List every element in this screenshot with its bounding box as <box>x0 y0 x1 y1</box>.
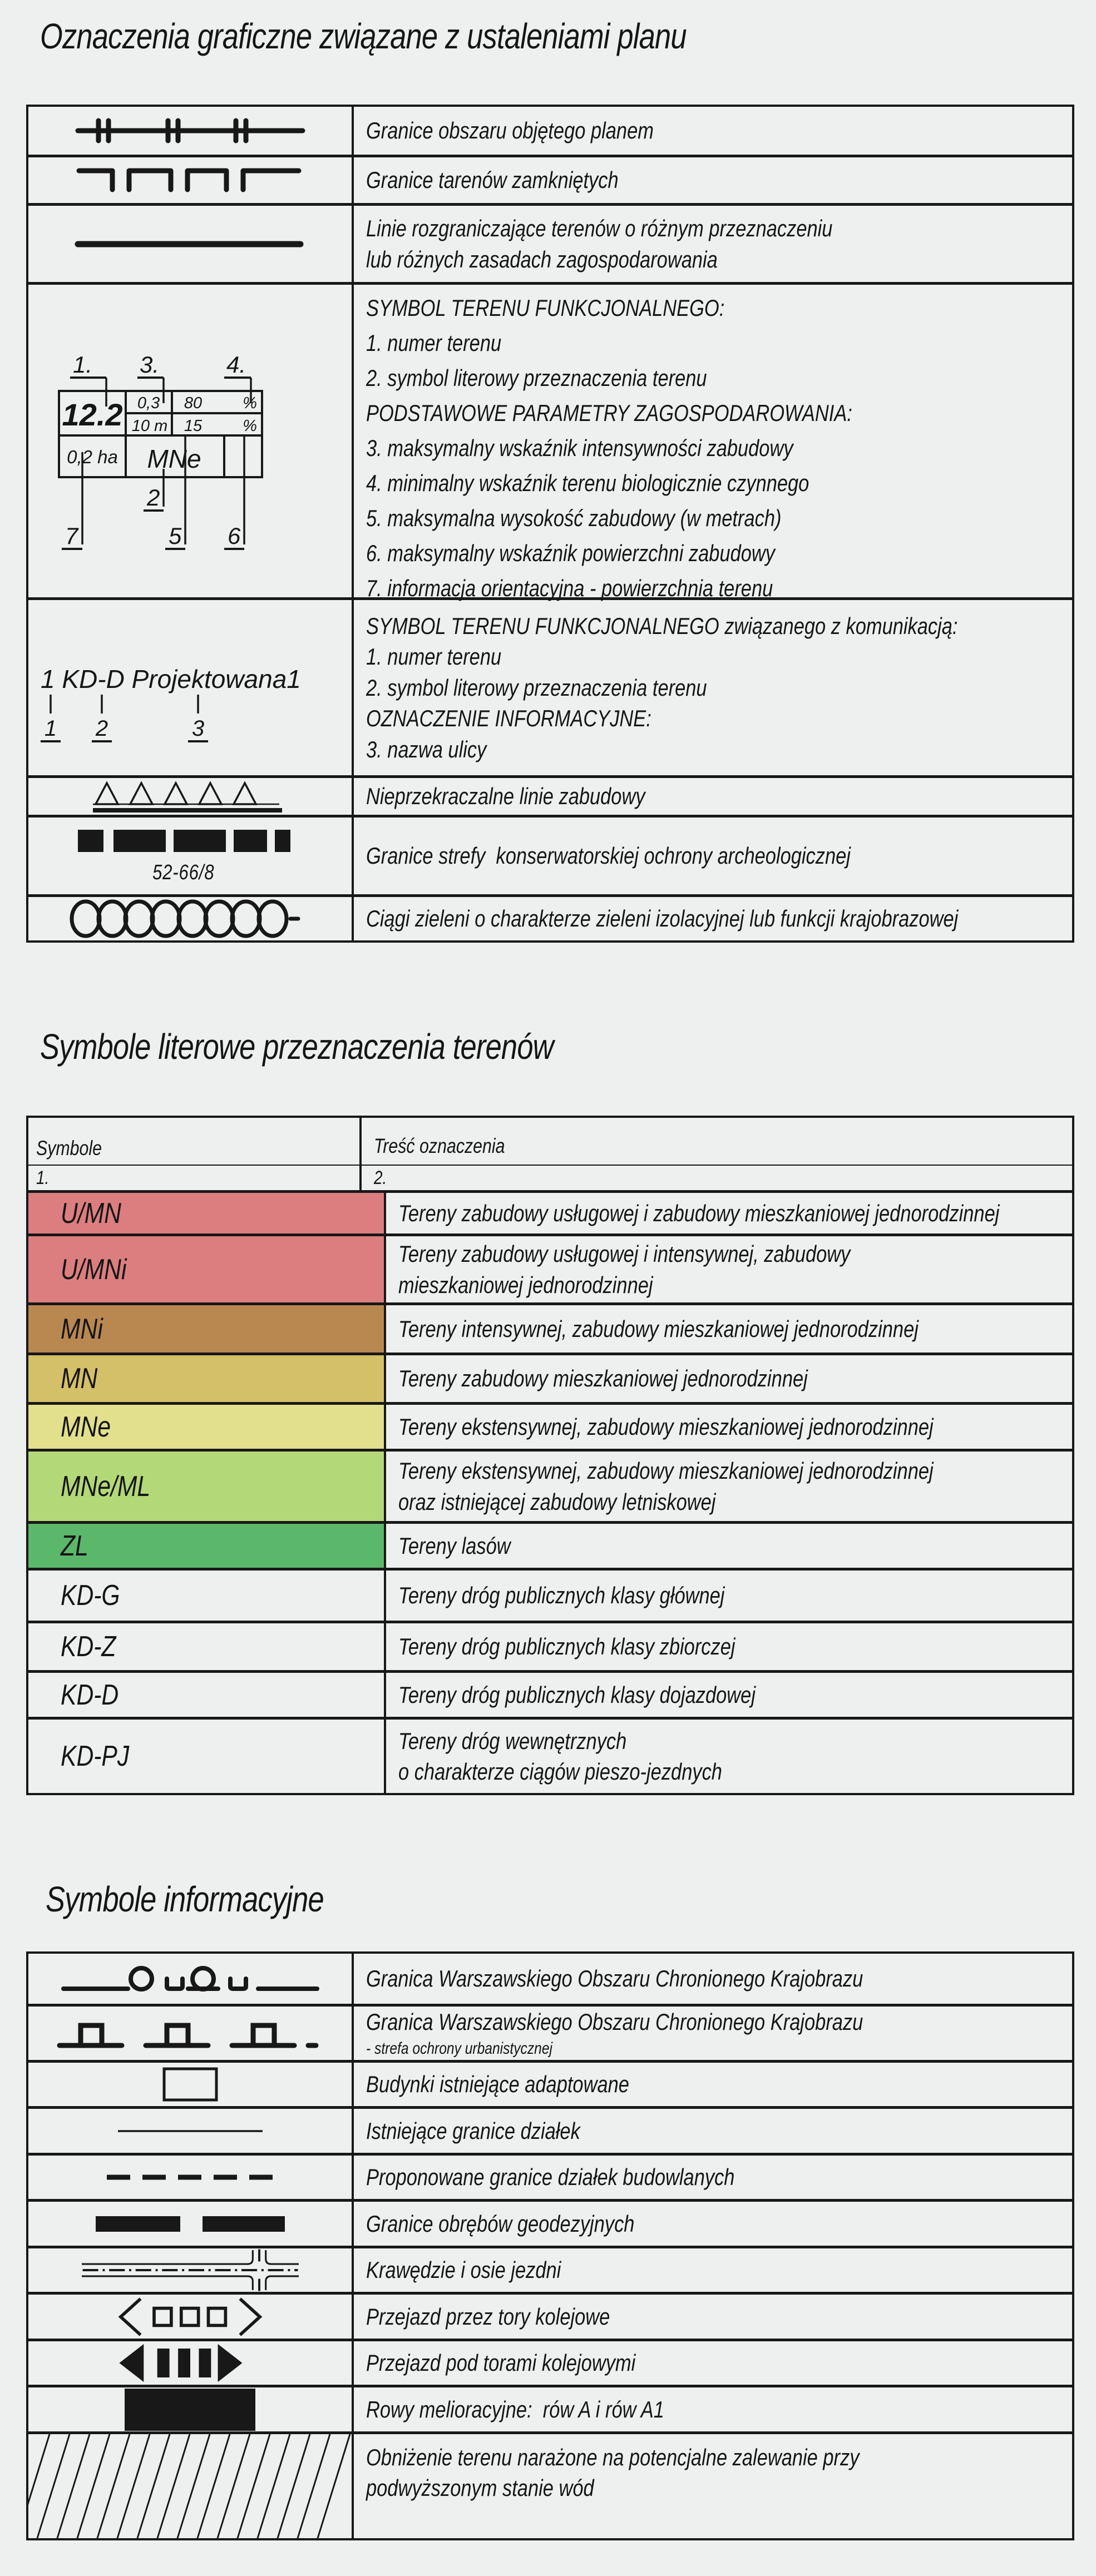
coverage-unit: % <box>243 417 257 435</box>
description-cell: Tereny dróg publicznych klasy głównej <box>398 1582 725 1609</box>
symbol-cell <box>28 2341 354 2385</box>
description-cell: Budynki istniejące adaptowane <box>366 2071 629 2098</box>
description-cell: Istniejące granice działek <box>366 2117 580 2144</box>
land-use-code-cell <box>28 1571 386 1621</box>
coverage-value: 15 <box>184 417 203 435</box>
column-number-1: 1. <box>28 1166 362 1190</box>
description-line: 4. minimalny wskaźnik terenu biologicznie czynnego <box>366 470 809 496</box>
legend-row <box>28 2060 1072 2106</box>
column-number-2: 2. <box>374 1167 387 1188</box>
legend-row <box>28 155 1072 203</box>
symbol-cell <box>28 2202 354 2246</box>
description-cell: Tereny dróg publicznych klasy dojazdowej <box>398 1681 756 1708</box>
road-callout-2: 2 <box>95 716 108 741</box>
description-line: 3. maksymalny wskaźnik intensywności zabudowy <box>366 435 793 461</box>
land-use-swatch <box>28 1355 386 1402</box>
legend-row <box>28 2339 1072 2385</box>
column-header-meaning: Treść oznaczenia <box>374 1135 505 1158</box>
callout-3: 3. <box>140 351 160 378</box>
description-cell: Tereny dróg publicznych klasy zbiorczej <box>398 1633 735 1660</box>
road-sample-text: 1 KD-D Projektowana1 <box>41 664 301 693</box>
land-use-code: U/MN <box>61 1197 121 1230</box>
land-use-code: ZL <box>61 1529 88 1562</box>
plan-area-boundary-icon <box>73 114 307 147</box>
callout-4: 4. <box>226 351 246 378</box>
description-cell: Tereny intensywnej, zabudowy mieszkaniowej jednorodzinnej <box>398 1315 919 1342</box>
symbol-cell <box>28 157 354 203</box>
description-text: Granice strefy konserwatorskiej ochrony archeologicznej <box>366 843 851 869</box>
drainage-ditches-icon <box>125 2389 255 2431</box>
description-cell: Przejazd przez tory kolejowe <box>366 2303 610 2330</box>
table-subheader-row <box>28 1165 1072 1190</box>
symbol-cell <box>28 2109 354 2153</box>
bio-value: 80 <box>184 394 203 412</box>
area-value: 0,2 ha <box>67 447 118 467</box>
description-cell: Tereny zabudowy mieszkaniowej jednorodzinnej <box>398 1365 808 1392</box>
symbol-cell <box>28 778 354 815</box>
description-line: SYMBOL TERENU FUNKCJONALNEGO: <box>366 295 725 321</box>
land-use-row <box>28 1717 1072 1793</box>
legend-row <box>28 1954 1072 2004</box>
description-cell: Tereny ekstensywnej, zabudowy mieszkaniowej jednorodzinnej oraz istniejącej zabudowy letniskowej <box>398 1458 934 1515</box>
section-title-info-symbols <box>46 1879 385 1920</box>
land-use-row <box>28 1621 1072 1670</box>
bio-unit: % <box>243 394 257 412</box>
land-use-swatch <box>28 1236 386 1302</box>
description-cell: Rowy melioracyjne: rów A i rów A1 <box>366 2396 664 2423</box>
description-line: 2. symbol literowy przeznaczenia terenu <box>366 365 707 391</box>
description-line: OZNACZENIE INFORMACYJNE: <box>366 705 651 732</box>
land-use-code: KD-D <box>61 1678 119 1711</box>
description-line: 3. nazwa ulicy <box>366 736 487 762</box>
legend-row <box>28 2292 1072 2339</box>
legend-row <box>28 894 1072 940</box>
road-callout-1: 1 <box>44 716 57 741</box>
land-use-row <box>28 1233 1072 1302</box>
land-use-code: KD-PJ <box>61 1740 130 1772</box>
symbol-cell <box>28 2007 354 2060</box>
legend-row <box>28 2153 1072 2199</box>
closed-areas-boundary-icon <box>73 163 307 197</box>
flood-prone-depression-icon <box>28 2434 352 2538</box>
table-header-row <box>28 1118 1072 1165</box>
land-use-code: U/MNi <box>61 1253 127 1286</box>
symbol-cell <box>28 2156 354 2199</box>
legend-row <box>28 107 1072 155</box>
letter-symbols-table <box>26 1116 1074 1795</box>
description-line: 6. maksymalny wskaźnik powierzchni zabudowy <box>366 540 776 566</box>
land-use-row <box>28 1353 1072 1402</box>
archeological-zone-boundary-icon <box>73 828 307 854</box>
description-text: Nieprzekraczalne linie zabudowy <box>366 783 645 810</box>
legend-row <box>28 203 1072 282</box>
legend-row <box>28 2431 1072 2538</box>
existing-parcel-boundary-icon <box>115 2128 265 2134</box>
description-cell: Granica Warszawskiego Obszaru Chronionego Krajobrazu - strefa ochrony urbanistycznej <box>366 2009 863 2058</box>
building-limit-line-icon <box>90 779 290 814</box>
wochk-urban-protection-boundary-icon <box>51 2012 329 2054</box>
land-use-code: KD-G <box>61 1579 120 1612</box>
section-title-letter-symbols <box>40 1026 666 1067</box>
callout-2: 2 <box>147 484 160 511</box>
legend-row <box>28 2199 1072 2246</box>
description-cell <box>354 206 1072 282</box>
area-number: 12.2 <box>62 397 123 432</box>
symbol-cell <box>28 206 354 282</box>
description-line: Linie rozgraniczające terenów o różnym przeznaczeniu <box>366 215 833 242</box>
description-cell: Przejazd pod torami kolejowymi <box>366 2350 636 2376</box>
land-use-code: MNe <box>61 1410 111 1443</box>
legend-row <box>28 775 1072 815</box>
description-line: 1. numer terenu <box>366 330 502 356</box>
description-text: Granice obszaru objętego planem <box>366 117 654 144</box>
symbol-cell <box>28 2063 354 2106</box>
symbol-cell <box>28 1954 354 2004</box>
description-line: 1. numer terenu <box>366 643 502 670</box>
callout-7: 7 <box>65 523 78 549</box>
description-cell: Tereny dróg wewnętrznych o charakterze ciągów pieszo-jezdnych <box>398 1727 722 1785</box>
description-cell <box>354 157 1072 203</box>
legend-row <box>28 282 1072 601</box>
description-cell: Tereny zabudowy usługowej i zabudowy mieszkaniowej jednorodzinnej <box>398 1200 1000 1226</box>
section-title-text: Symbole informacyjne <box>46 1879 324 1919</box>
geodetic-district-boundary-icon <box>93 2215 288 2233</box>
description-cell: Proponowane granice działek budowlanych <box>366 2164 735 2191</box>
symbol-cell <box>28 285 354 597</box>
description-line: lub różnych zasadach zagospodarowania <box>366 246 718 273</box>
land-use-row <box>28 1670 1072 1717</box>
proposed-parcel-boundary-icon <box>104 2173 277 2181</box>
description-line: PODSTAWOWE PARAMETRY ZAGOSPODAROWANIA: <box>366 400 852 426</box>
symbol-cell <box>28 107 354 155</box>
description-line: 2. symbol literowy przeznaczenia terenu <box>366 674 707 701</box>
legend-row <box>28 597 1072 775</box>
greenery-chain-icon <box>68 898 313 939</box>
land-use-swatch <box>28 1193 386 1233</box>
description-line: 5. maksymalna wysokość zabudowy (w metrach) <box>366 505 782 531</box>
land-use-row <box>28 1521 1072 1568</box>
land-use-swatch <box>28 1405 386 1449</box>
land-use-swatch <box>28 1524 386 1568</box>
railway-level-crossing-icon <box>90 2295 290 2339</box>
land-use-code: MNe/ML <box>61 1470 151 1503</box>
intensity-value: 0,3 <box>137 394 160 412</box>
description-cell <box>354 818 1072 894</box>
archeological-zone-label: 52-66/8 <box>152 860 214 884</box>
land-use-row <box>28 1402 1072 1449</box>
legend-row <box>28 2004 1072 2060</box>
description-cell: Tereny ekstensywnej, zabudowy mieszkaniowej jednorodzinnej <box>398 1413 934 1440</box>
description-line: 7. informacja orientacyjna - powierzchnia terenu <box>366 575 773 601</box>
description-cell <box>354 107 1072 155</box>
legend-row <box>28 2106 1072 2153</box>
description-cell: Obniżenie terenu narażone na potencjalne zalewanie przy podwyższonym stanie wód <box>366 2444 860 2501</box>
legend-row <box>28 2246 1072 2292</box>
section-title-text: Symbole literowe przeznaczenia terenów <box>40 1027 554 1067</box>
description-cell <box>354 897 1088 940</box>
land-use-swatch <box>28 1305 386 1353</box>
symbol-cell <box>28 600 354 775</box>
existing-adapted-building-icon <box>159 2065 221 2104</box>
description-line: SYMBOL TERENU FUNKCJONALNEGO związanego z komunikacją: <box>366 612 958 639</box>
description-cell <box>354 600 1088 775</box>
land-use-swatch <box>28 1452 386 1521</box>
description-cell <box>354 285 1072 601</box>
land-use-code-cell <box>28 1673 386 1717</box>
land-use-row <box>28 1449 1072 1521</box>
land-use-code: MNe <box>147 444 201 473</box>
railway-underpass-icon <box>98 2341 282 2385</box>
description-cell: Granica Warszawskiego Obszaru Chronionego Krajobrazu <box>366 1965 863 1992</box>
section-title-plan-symbols <box>40 16 828 57</box>
legend-row <box>28 815 1072 894</box>
height-value: 10 m <box>131 417 168 435</box>
symbol-cell <box>28 2248 354 2292</box>
callout-6: 6 <box>228 523 241 549</box>
section-title-text: Oznaczenia graficzne związane z ustaleniami planu <box>40 16 687 56</box>
functional-area-box-icon <box>28 285 352 597</box>
road-callout-3: 3 <box>191 716 205 741</box>
road-edges-and-axes-icon <box>51 2248 329 2292</box>
road-area-sample-icon <box>28 605 352 771</box>
description-cell: Granice obrębów geodezyjnych <box>366 2210 635 2237</box>
callout-5: 5 <box>169 523 182 549</box>
callout-1: 1. <box>73 351 93 378</box>
symbol-cell <box>28 818 354 894</box>
description-text: Ciągi zieleni o charakterze zieleni izolacyjnej lub funkcji krajobrazowej <box>366 905 959 932</box>
land-use-row <box>28 1568 1072 1621</box>
description-cell: Tereny lasów <box>398 1532 511 1559</box>
land-use-row <box>28 1302 1072 1353</box>
symbol-cell <box>28 2387 354 2431</box>
legend-row <box>28 2385 1072 2431</box>
info-symbols-table <box>26 1951 1074 2540</box>
description-cell <box>354 778 1072 815</box>
land-use-code: MN <box>61 1363 98 1395</box>
symbol-cell <box>28 2295 354 2339</box>
plan-legend-table <box>26 105 1074 943</box>
description-text: Granice tarenów zamkniętych <box>366 167 619 194</box>
description-cell: Krawędzie i osie jezdni <box>366 2257 561 2283</box>
land-use-code: MNi <box>61 1312 103 1345</box>
land-use-code: KD-Z <box>61 1631 116 1663</box>
wochk-boundary-icon <box>57 1958 324 2000</box>
symbol-cell <box>28 897 354 940</box>
symbol-cell <box>28 2434 354 2538</box>
description-cell: Tereny zabudowy usługowej i intensywnej, zabudowy mieszkaniowej jednorodzinnej <box>398 1241 851 1298</box>
column-header-symbols: Symbole <box>28 1118 362 1165</box>
land-use-code-cell <box>28 1720 386 1793</box>
land-use-code-cell <box>28 1623 386 1670</box>
land-use-row <box>28 1190 1072 1233</box>
dividing-line-icon <box>73 239 307 250</box>
